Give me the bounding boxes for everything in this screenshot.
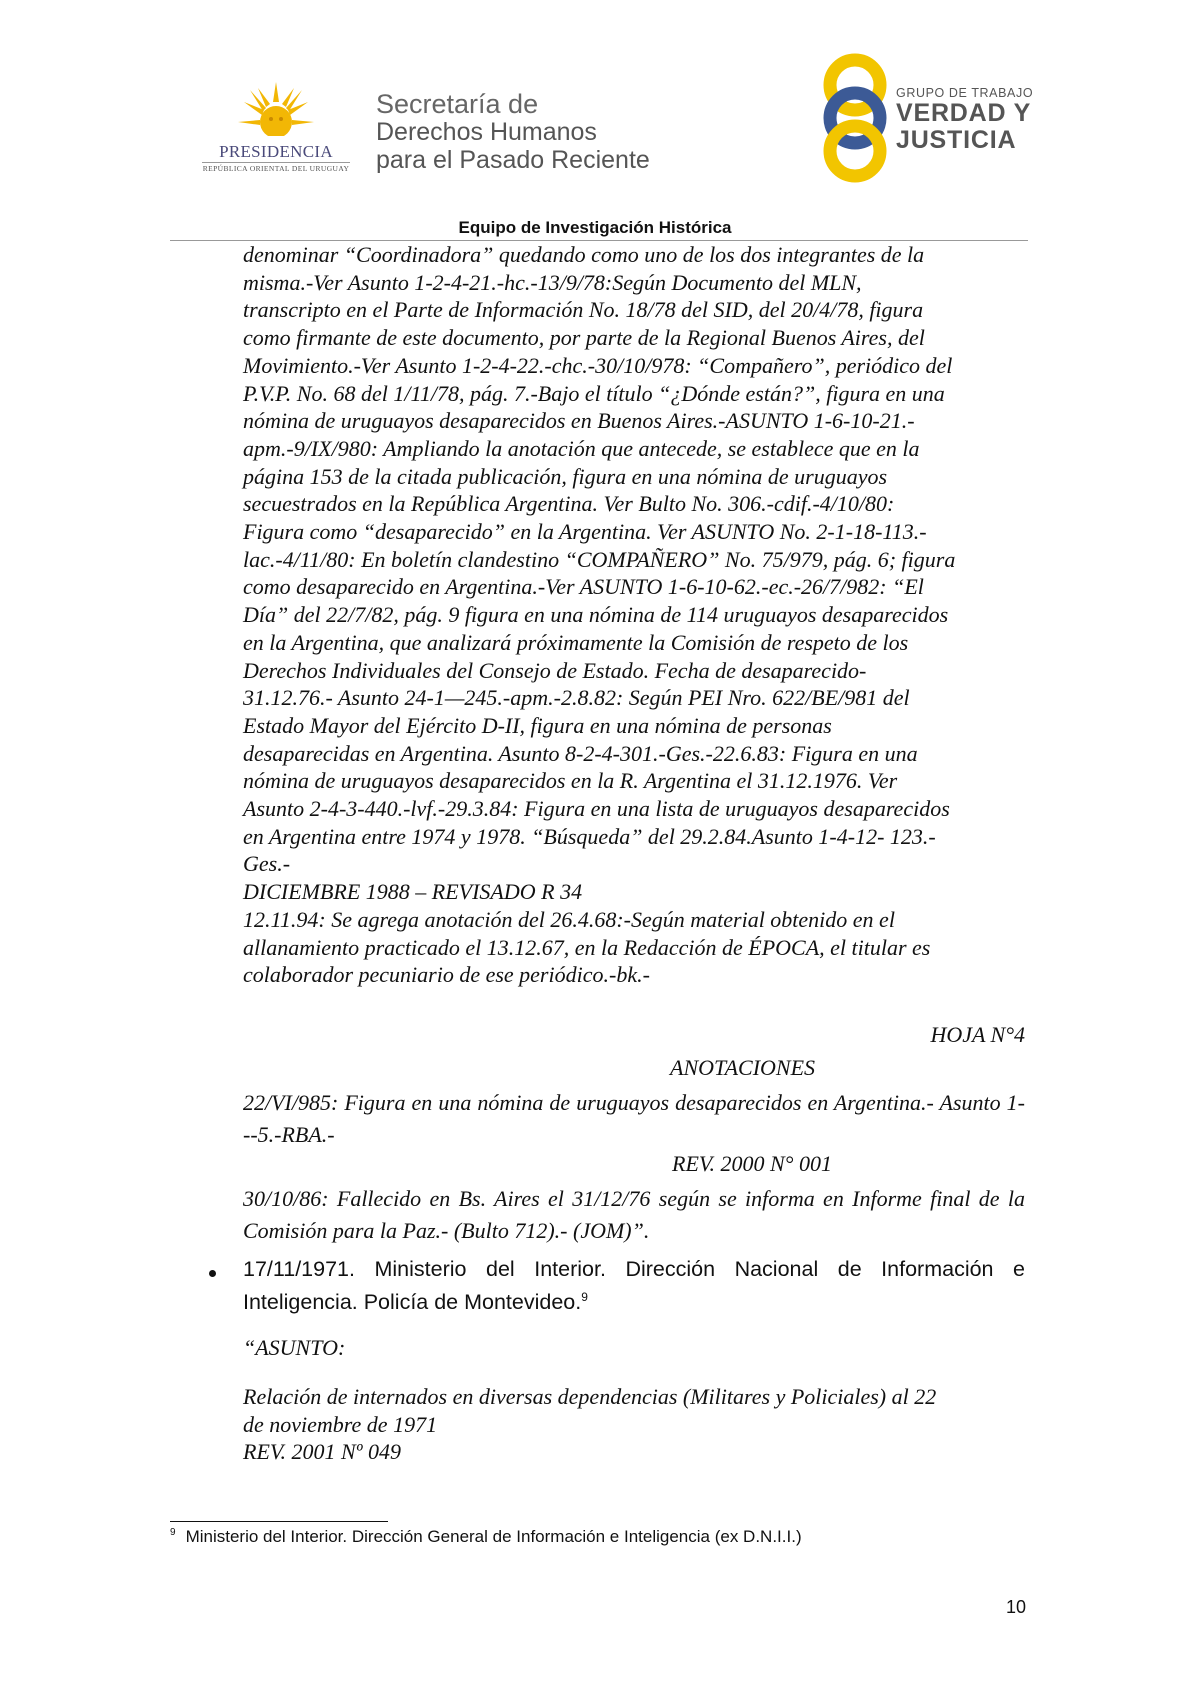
- body-line: Movimiento.-Ver Asunto 1-2-4-22.-chc.-30/10/978: “Compañero”, periódico del: [243, 352, 953, 378]
- body-line: allanamiento practicado el 13.12.67, en la Redacción de ÉPOCA, el titular es: [243, 934, 931, 960]
- body-line: en la Argentina, que analizará próximamente la Comisión de respeto de los: [243, 629, 909, 655]
- gtvj-small: GRUPO DE TRABAJO: [896, 86, 1034, 100]
- secretaria-line-3: para el Pasado Reciente: [376, 146, 650, 174]
- revision-2000: REV. 2000 N° 001: [672, 1151, 832, 1176]
- logo-divider: [202, 162, 350, 163]
- footnote-rule: [170, 1521, 388, 1522]
- body-line: desaparecidas en Argentina. Asunto 8-2-4-301.-Ges.-22.6.83: Figura en una: [243, 740, 918, 766]
- bullet-entry-text: 17/11/1971. Ministerio del Interior. Dirección Nacional de Información e Inteligencia. Policía de Montevideo.: [243, 1257, 1025, 1315]
- body-line: DICIEMBRE 1988 – REVISADO R 34: [243, 879, 583, 905]
- annotations-heading: ANOTACIONES: [670, 1055, 816, 1080]
- body-line: Estado Mayor del Ejército D-II, figura en una nómina de personas: [243, 712, 832, 738]
- footnote-number: 9: [170, 1527, 176, 1539]
- presidencia-label: PRESIDENCIA: [219, 142, 333, 161]
- footnote-ref: 9: [581, 1290, 588, 1304]
- annotation-1985: 22/VI/985: Figura en una nómina de uruguayos desaparecidos en Argentina.- Asunto 1---5.-RBA.-: [243, 1090, 1025, 1147]
- body-line: denominar “Coordinadora” quedando como uno de los dos integrantes de la: [243, 242, 925, 267]
- record-annotations: [243, 241, 1025, 989]
- secretaria-title: [376, 90, 650, 174]
- relacion-line: Relación de internados en diversas dependencias (Militares y Policiales) al 22: [243, 1384, 937, 1409]
- gtvj-line-2: JUSTICIA: [896, 126, 1017, 154]
- body-line: misma.-Ver Asunto 1-2-4-21.-hc.-13/9/78:Según Documento del MLN,: [243, 269, 862, 295]
- bullet-entry: [243, 1255, 1025, 1316]
- team-title: Equipo de Investigación Histórica: [458, 218, 732, 237]
- body-line: nómina de uruguayos desaparecidos en Buenos Aires.-ASUNTO 1-6-10-21.-: [243, 408, 915, 434]
- page-number: 10: [1006, 1597, 1027, 1617]
- body-line: Asunto 2-4-3-440.-lvf.-29.3.84: Figura en una lista de uruguayos desaparecidos: [243, 796, 950, 822]
- bullet-icon: [209, 1270, 216, 1277]
- body-line: Ges.-: [243, 851, 291, 877]
- footnote: [170, 1527, 802, 1547]
- body-line: Derechos Individuales del Consejo de Estado. Fecha de desaparecido-: [243, 657, 867, 683]
- annotation-1986: 30/10/86: Fallecido en Bs. Aires el 31/12/76 según se informa en Informe final de la Comisión para la Paz.- (Bulto 712).- (JOM)”.: [243, 1186, 1025, 1243]
- relacion-block: [243, 1383, 1025, 1466]
- body-line: P.V.P. No. 68 del 1/11/78, pág. 7.-Bajo el título “¿Dónde están?”, figura en una: [243, 380, 945, 406]
- secretaria-line-2: Derechos Humanos: [376, 118, 597, 146]
- republica-label: REPÚBLICA ORIENTAL DEL URUGUAY: [202, 164, 350, 173]
- presidencia-logo: [196, 80, 356, 180]
- relacion-line: REV. 2001 Nº 049: [243, 1439, 401, 1465]
- body-line: Figura como “desaparecido” en la Argentina. Ver ASUNTO No. 2-1-18-113.-: [243, 519, 927, 545]
- relacion-line: de noviembre de 1971: [243, 1411, 438, 1437]
- body-line: apm.-9/IX/980: Ampliando la anotación que antecede, se establece que en la: [243, 435, 920, 461]
- verdad-justicia-logo-text: [896, 86, 1033, 154]
- body-line: como desaparecido en Argentina.-Ver ASUNTO 1-6-10-62.-ec.-26/7/982: “El: [243, 574, 924, 600]
- body-line: secuestrados en la República Argentina. Ver Bulto No. 306.-cdif.-4/10/80:: [243, 491, 895, 517]
- verdad-justicia-rings-icon: [815, 52, 895, 184]
- secretaria-line-1: Secretaría de: [376, 89, 539, 119]
- body-line: página 153 de la citada publicación, figura en una nómina de uruguayos: [243, 463, 888, 489]
- body-line: como firmante de este documento, por parte de la Regional Buenos Aires, del: [243, 325, 925, 351]
- body-line: colaborador pecuniario de ese periódico.-bk.-: [243, 962, 650, 988]
- body-line: Día” del 22/7/82, pág. 9 figura en una nómina de 114 uruguayos desaparecidos: [243, 602, 949, 628]
- body-line: en Argentina entre 1974 y 1978. “Búsqueda” del 29.2.84.Asunto 1-4-12- 123.-: [243, 823, 936, 849]
- gtvj-line-1: VERDAD Y: [896, 99, 1032, 127]
- sun-emblem-icon: [238, 80, 314, 144]
- body-line: 12.11.94: Se agrega anotación del 26.4.68:-Según material obtenido en el: [243, 906, 895, 932]
- body-line: nómina de uruguayos desaparecidos en la R. Argentina el 31.12.1976. Ver: [243, 768, 898, 794]
- footnote-text: Ministerio del Interior. Dirección General de Información e Inteligencia (ex D.N.I.I.): [185, 1527, 802, 1546]
- sheet-number: HOJA N°4: [930, 1022, 1025, 1047]
- asunto-label: “ASUNTO:: [243, 1335, 346, 1360]
- body-line: transcripto en el Parte de Información No. 18/78 del SID, del 20/4/78, figura: [243, 297, 924, 323]
- body-line: 31.12.76.- Asunto 24-1—245.-apm.-2.8.82: Según PEI Nro. 622/BE/981 del: [243, 685, 910, 711]
- body-line: lac.-4/11/80: En boletín clandestino “COMPAÑERO” No. 75/979, pág. 6; figura: [243, 546, 956, 572]
